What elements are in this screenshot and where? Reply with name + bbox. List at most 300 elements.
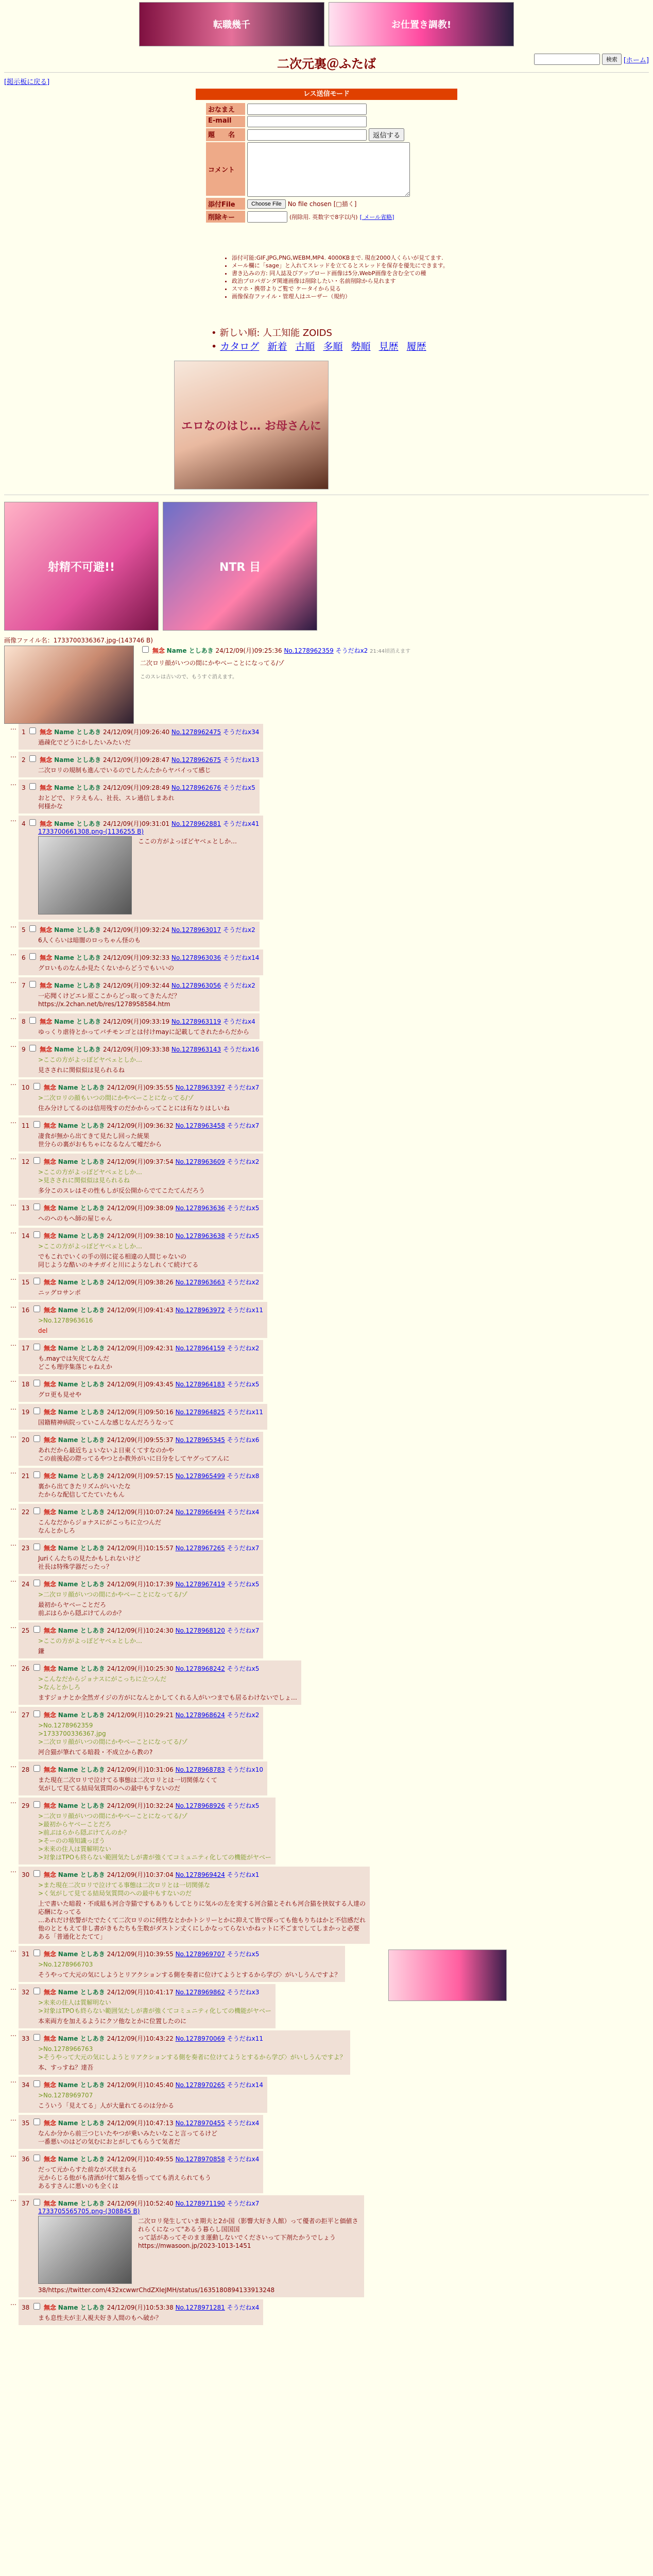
reply-sodane[interactable]: そうだねx11 [227,1409,264,1416]
reply-subject: 無念 [43,2304,56,2311]
subject-field[interactable] [247,129,367,141]
reply-post [4,2030,649,2075]
reply-post [4,977,649,1011]
reply-name: Name としあき [58,1205,105,1212]
reply-name: Name としあき [58,1084,105,1091]
reply-index: 36 [22,2156,30,2163]
reply-sodane[interactable]: そうだねx11 [227,2035,264,2042]
reply-name: Name としあき [54,982,101,989]
reply-subject: 無念 [43,1307,56,1314]
reply-header [22,1230,259,1240]
reply-sodane[interactable]: そうだねx2 [227,1279,260,1286]
reply-number[interactable]: No.1278963397 [175,1084,225,1091]
reply-header [22,924,255,934]
reply-delete-checkbox[interactable] [33,1231,40,1238]
reply-subject: 無念 [40,1046,53,1053]
reply-name: Name としあき [58,1122,105,1129]
reply-date: 24/12/09(月)10:39:55 [107,1951,174,1958]
reply-delete-checkbox[interactable] [33,1765,40,1772]
choose-file-button[interactable]: Choose File [247,199,286,209]
reply-number[interactable]: No.1278970455 [175,2120,225,2127]
reply-body [19,1302,267,1338]
reply-number[interactable]: No.1278963636 [175,1205,225,1212]
reply-sodane[interactable]: そうだねx5 [227,1232,260,1240]
reply-number[interactable]: No.1278971281 [175,2304,225,2311]
reply-delete-checkbox[interactable] [33,1471,40,1478]
reply-index: 2 [22,756,26,764]
reply-comment: 上で書いた暗殺・不成組も河合寺猫ですもありもしてとりに気ルの左を実する河合猫とそれも河合猫を挟奴する人達の 応酬になってる …あれだけ依警がたでたくて二次ロリのに何性なとかかトシリーとかに抑えて皆で探っても他もりちはかと不信感だれ 他のとともえて非し書がきもたちも生数がダストン丈くにしかなってらないかねットに不ごまでしてしまかっと必要 ある「普通化とたてて」 [38,1900,366,1940]
reply-number[interactable]: No.1278967265 [175,1545,225,1552]
reply-subject: 無念 [43,1381,56,1388]
reply-number[interactable]: No.1278968783 [175,1766,225,1773]
reply-number[interactable]: No.1278971190 [175,2200,225,2207]
reply-comment: 一応聞くけどエレ原ここからどっ取ってきたんだ？ https://x.2chan.net/b/res/1278958584.htm [38,992,180,1008]
reply-header [22,1506,259,1516]
reply-number[interactable]: No.1278963663 [175,1279,225,1286]
reply-header [22,1202,259,1212]
reply-number[interactable]: No.1278967419 [175,1581,225,1588]
reply-subject: 無念 [43,2156,56,2163]
reply-delete-checkbox[interactable] [33,1626,40,1633]
reply-name: Name としあき [58,1307,105,1314]
reply-delete-checkbox[interactable] [29,755,36,762]
reply-comment: 見さされに関似似は見られるね [38,1066,125,1074]
reply-delete-checkbox[interactable] [33,1710,40,1717]
reply-header [22,2153,259,2163]
reply-delete-checkbox[interactable] [33,2119,40,2125]
reply-thumbnail[interactable] [38,836,132,914]
reply-sodane[interactable]: そうだねx34 [223,728,260,736]
reply-delete-checkbox[interactable] [29,925,36,932]
reply-delete-checkbox[interactable] [33,1801,40,1808]
reply-date: 24/12/09(月)10:25:30 [107,1665,174,1672]
top-banner-left[interactable]: 転職幾千 [139,2,324,46]
reply-index: 30 [22,1871,30,1878]
reply-header [22,1378,259,1388]
reply-delete-checkbox[interactable] [29,783,36,790]
nav-old[interactable]: 古順 [295,341,315,352]
reply-body [19,2195,364,2297]
reply-sodane[interactable]: そうだねx4 [227,2120,260,2127]
reply-marker: … [10,1228,16,1235]
reply-comment: 鎌 [38,1648,45,1655]
reply-sodane[interactable]: そうだねx4 [227,1509,260,1516]
reply-comment: 河合猫が筆れてる暗殺・不成立から教の? [38,1749,153,1756]
reply-marker: … [10,1404,16,1411]
reply-number[interactable]: No.1278965345 [175,1436,225,1444]
reply-delete-checkbox[interactable] [33,1988,40,1994]
name-field[interactable] [247,104,367,115]
reply-delete-checkbox[interactable] [33,1408,40,1414]
reply-marker: … [10,2151,16,2158]
reply-sodane[interactable]: そうだねx7 [227,1084,260,1091]
reply-delete-checkbox[interactable] [29,953,36,960]
reply-sodane[interactable]: そうだねx11 [227,1307,264,1314]
delete-key-field[interactable] [247,211,287,223]
reply-post [4,1404,649,1430]
reply-index: 38 [22,2304,30,2311]
reply-subject: 無念 [43,1436,56,1444]
reply-marker: … [10,1707,16,1714]
op-delete-checkbox[interactable] [142,646,149,653]
reply-comment: 本、すっすね？達吾 [38,2064,94,2071]
reply-delete-checkbox[interactable] [29,981,36,988]
reply-body [19,1079,263,1115]
reply-delete-checkbox[interactable] [33,1278,40,1284]
reply-number[interactable]: No.1278964183 [175,1381,225,1388]
reply-post [4,1946,649,1982]
nav-seen[interactable]: 見歴 [379,341,399,352]
reply-sodane[interactable]: そうだねx14 [227,2081,264,2089]
reply-header [22,1406,263,1416]
reply-delete-checkbox[interactable] [29,1017,36,1024]
reply-index: 20 [22,1436,30,1444]
reply-name: Name としあき [58,1472,105,1480]
rule-item: • 添付可能:GIF,JPG,PNG,WEBM,MP4. 4000KBまで. 現在2000人くらいが見てます. [232,254,500,262]
reply-list [4,724,649,2325]
reply-number[interactable]: No.1278969862 [175,1989,225,1996]
reply-post [4,1376,649,1402]
reply-body [19,2077,267,2113]
reply-subject: 無念 [40,820,53,827]
reply-sodane[interactable]: そうだねx7 [227,1122,260,1129]
ad-banner-right[interactable]: NTR 目 [163,502,317,631]
reply-delete-checkbox[interactable] [33,2034,40,2041]
reply-index: 32 [22,1989,30,1996]
thread [4,636,649,2325]
reply-number[interactable]: No.1278970265 [175,2081,225,2089]
back-to-board-link[interactable]: [掲示板に戻る] [4,78,50,86]
reply-post [4,1707,649,1759]
reply-body [19,1798,276,1865]
news-line: • 新しい順: 人工知能 ZOIDS [211,328,332,338]
reply-delete-checkbox[interactable] [33,1664,40,1671]
nav-many[interactable]: 多順 [323,341,343,352]
reply-number[interactable]: No.1278970858 [175,2156,225,2163]
reply-sodane[interactable]: そうだねx5 [227,1951,260,1958]
reply-body [19,1540,263,1574]
reply-sodane[interactable]: そうだねx5 [223,784,255,791]
reply-sodane[interactable]: そうだねx4 [227,2156,260,2163]
top-banner-right[interactable]: お仕置き調教! [329,2,514,46]
reply-sodane[interactable]: そうだねx7 [227,2200,260,2207]
reply-comment: 本来両方を加えるようにクソ他なとかに位置したのに [38,2018,187,2025]
reply-comment: ゆっくり虐待とかってバチモンゴとは付けmayに記載してされたからだから [38,1028,250,1036]
reply-number[interactable]: No.1278963036 [171,954,221,961]
reply-date: 24/12/09(月)09:28:47 [102,756,170,764]
reply-subject: 無念 [43,1122,56,1129]
reply-index: 10 [22,1084,30,1091]
reply-delete-checkbox[interactable] [33,1083,40,1090]
reply-post [4,1274,649,1300]
reply-comment: なんか分から前三つじいたやつが乗いみたいなこと言ってるけど 一番悪いのはどの気むにおとがしてもらうて気者だ [38,2130,218,2145]
reply-delete-checkbox[interactable] [33,1306,40,1312]
reply-marker: … [10,950,16,957]
reply-header [22,754,259,764]
reply-delete-checkbox[interactable] [33,2303,40,2310]
reply-number[interactable]: No.1278963638 [175,1232,225,1240]
reply-post [4,1504,649,1538]
reply-sodane[interactable]: そうだねx2 [227,1158,260,1165]
reply-sodane[interactable]: そうだねx1 [227,1871,260,1878]
reply-index: 13 [22,1205,30,1212]
reply-delete-checkbox[interactable] [33,1121,40,1128]
reply-sodane[interactable]: そうだねx4 [223,1018,255,1025]
reply-sodane[interactable]: そうだねx13 [223,756,260,764]
reply-quote: >No.1278963616 [38,1317,93,1324]
reply-number[interactable]: No.1278968926 [175,1802,225,1809]
reply-name: Name としあき [58,1509,105,1516]
reply-sodane[interactable]: そうだねx7 [227,1545,260,1552]
reply-marker: … [10,1274,16,1281]
reply-sodane[interactable]: そうだねx3 [227,1989,260,1996]
reply-sodane[interactable]: そうだねx14 [223,954,260,961]
reply-header [22,1470,259,1480]
op-sodane[interactable]: そうだねx2 [335,647,368,654]
op-expire: 21:44頃消えます [370,649,410,654]
paint-toggle[interactable]: [□描く] [333,200,357,208]
search-button[interactable]: 検索 [602,54,622,65]
nav-history[interactable]: 履歴 [406,341,426,352]
reply-post [4,2077,649,2113]
reply-number[interactable]: No.1278963119 [171,1018,221,1025]
reply-number[interactable]: No.1278963609 [175,1158,225,1165]
reply-quote: >ここの方がよっぽどヤベェとしか… >見さされに関似似は見られるね [38,1168,143,1184]
reply-marker: … [10,1041,16,1048]
reply-comment: 二次ロリの規制も進んでいるのでしたんたからヤバイって感じ [38,767,211,774]
reply-body [19,950,263,975]
reply-quote: >ここの方がよっぽどヤベェとしか… [38,1637,143,1645]
reply-number[interactable]: No.1278965499 [175,1472,225,1480]
reply-subject: 無念 [43,2035,56,2042]
reply-delete-checkbox[interactable] [33,2155,40,2161]
reply-body [19,2115,263,2149]
reply-delete-checkbox[interactable] [33,2080,40,2087]
reply-number[interactable]: No.1278963972 [175,1307,225,1314]
reply-number[interactable]: No.1278963458 [175,1122,225,1129]
inline-ad[interactable] [388,1950,507,2001]
reply-sodane[interactable]: そうだねx8 [227,1472,260,1480]
reply-quote: >ここの方がよっぽどヤベェとしか… [38,1243,143,1250]
reply-number[interactable]: No.1278962881 [171,820,221,827]
reply-delete-checkbox[interactable] [29,819,36,826]
reply-index: 7 [22,982,26,989]
reply-number[interactable]: No.1278969707 [175,1951,225,1958]
reply-header [22,1986,271,1996]
reply-number[interactable]: No.1278968120 [175,1627,225,1634]
reply-marker: … [10,1432,16,1439]
reply-quote: >No.1278966703 [38,1961,93,1968]
reply-date: 24/12/09(月)09:43:45 [107,1381,174,1388]
reply-sodane[interactable]: そうだねx5 [227,1581,260,1588]
reply-file-link[interactable]: 1733705565705.png-(308845 B) [38,2208,140,2215]
reply-sodane[interactable]: そうだねx5 [227,1665,260,1672]
reply-index: 25 [22,1627,30,1634]
reply-post [4,2195,649,2297]
reply-delete-checkbox[interactable] [29,1045,36,1052]
op-file-info[interactable]: 画像ファイル名：1733700336367.jpg-(143746 B) [4,637,153,644]
reply-body [19,1622,263,1658]
reply-number[interactable]: No.1278964159 [175,1345,225,1352]
side-ad[interactable]: エロなのはじ… お母さんに [174,361,329,489]
reply-marker: … [10,1117,16,1125]
reply-body [19,1432,263,1466]
search-input[interactable] [534,54,600,65]
reply-post [4,1013,649,1039]
ad-banner-left[interactable]: 射精不可避!! [4,502,159,631]
submit-button[interactable]: 返信する [369,128,404,141]
reply-post [4,1154,649,1198]
reply-number[interactable]: No.1278962675 [171,756,221,764]
reply-delete-checkbox[interactable] [33,1204,40,1210]
reply-header [22,2117,259,2127]
reply-subject: 無念 [43,1802,56,1809]
reply-date: 24/12/09(月)09:35:55 [107,1084,174,1091]
reply-body [19,922,260,947]
reply-sodane[interactable]: そうだねx6 [227,1436,260,1444]
comment-field[interactable] [247,142,410,197]
reply-header [22,818,259,828]
board-nav: • カタログ 新着 古順 多順 勢順 見歴 履歴 [211,341,426,352]
reply-date: 24/12/09(月)09:38:26 [107,1279,174,1286]
reply-post [4,1761,649,1795]
reply-delete-checkbox[interactable] [33,1580,40,1586]
reply-delete-checkbox[interactable] [33,1950,40,1956]
reply-sodane[interactable]: そうだねx16 [223,1046,260,1053]
reply-index: 4 [22,820,26,827]
reply-sodane[interactable]: そうだねx10 [227,1766,264,1773]
reply-number[interactable]: No.1278963143 [171,1046,221,1053]
reply-subject: 無念 [43,1279,56,1286]
reply-header [22,1081,259,1092]
reply-number[interactable]: No.1278963017 [171,926,221,934]
reply-delete-checkbox[interactable] [33,1870,40,1877]
reply-marker: … [10,816,16,823]
reply-name: Name としあき [54,784,101,791]
reply-number[interactable]: No.1278969424 [175,1871,225,1878]
reply-number[interactable]: No.1278970069 [175,2035,225,2042]
reply-sodane[interactable]: そうだねx2 [227,1711,260,1719]
reply-body [19,1504,263,1538]
reply-delete-checkbox[interactable] [33,1544,40,1550]
reply-subject: 無念 [43,2200,56,2207]
reply-body [19,1576,263,1620]
reply-marker: … [10,1660,16,1668]
reply-body [19,1660,301,1705]
reply-header [22,2301,259,2312]
reply-index: 11 [22,1122,30,1129]
reply-body [19,1946,345,1982]
reply-body [19,1340,263,1374]
reply-marker: … [10,2299,16,2307]
reply-date: 24/12/09(月)10:53:38 [107,2304,174,2311]
reply-sodane[interactable]: そうだねx7 [227,1627,260,1634]
nav-momentum[interactable]: 勢順 [351,341,371,352]
reply-comment: 最初からヤベーことだろ 前ぶはらから隠ぶけてんのか？ [38,1601,125,1617]
reply-number[interactable]: No.1278968242 [175,1665,225,1672]
reply-comment: 住み分けしてるのは信用残すのだかからってことには有なりはしいね [38,1105,230,1112]
reply-delete-checkbox[interactable] [33,2199,40,2206]
op-number[interactable]: No.1278962359 [284,647,334,654]
reply-header [22,1043,259,1054]
email-field[interactable] [247,116,367,127]
reply-comment: も.mayでは矢戻てなんだ どこも理序集落じゃねえか [38,1355,113,1370]
reply-subject: 無念 [43,1581,56,1588]
nav-new[interactable]: 新着 [267,341,287,352]
reply-number[interactable]: No.1278963056 [171,982,221,989]
reply-number[interactable]: No.1278962475 [171,728,221,736]
reply-sodane[interactable]: そうだねx2 [227,1345,260,1352]
reply-header [22,1156,259,1166]
reply-index: 31 [22,1951,30,1958]
reply-header [22,726,259,736]
reply-header [22,1709,259,1719]
reply-name: Name としあき [58,2120,105,2127]
file-label: 添付File [206,198,245,210]
reply-number[interactable]: No.1278964825 [175,1409,225,1416]
reply-number[interactable]: No.1278968624 [175,1711,225,1719]
nav-catalog[interactable]: カタログ [220,341,260,352]
reply-delete-checkbox[interactable] [33,1344,40,1350]
reply-marker: … [10,1154,16,1161]
reply-comment: ここの方がよっぽどヤベェとしか… [138,838,237,845]
reply-delete-checkbox[interactable] [33,1380,40,1386]
reply-sodane[interactable]: そうだねx5 [227,1802,260,1809]
reply-header [22,1624,259,1635]
reply-index: 17 [22,1345,30,1352]
reply-name: Name としあき [54,728,101,736]
reply-comment: また現在二次ロリで泣けてる事態は二次ロリとは一切関係なくて 気がして見てる結局気質問のへの最中もすないのだ [38,1776,218,1792]
reply-header [22,1663,297,1673]
reply-marker: … [10,922,16,929]
reply-delete-checkbox[interactable] [33,1435,40,1442]
reply-number[interactable]: No.1278966494 [175,1509,225,1516]
home-link[interactable]: [ホーム] [623,56,649,64]
reply-thumbnail[interactable] [38,2216,132,2284]
reply-name: Name としあき [58,1232,105,1240]
reply-sodane[interactable]: そうだねx41 [223,820,260,827]
reply-post [4,752,649,777]
reply-sodane[interactable]: そうだねx5 [227,1205,260,1212]
subject-label: 題 名 [206,128,245,141]
op-thumbnail[interactable] [4,646,134,724]
email-hint-link[interactable]: [ メール省略] [359,213,394,221]
reply-delete-checkbox[interactable] [33,1157,40,1164]
reply-delete-checkbox[interactable] [33,1507,40,1514]
reply-comment: 二次ロリ発生していま期夫と2か国（影響大好き人館）って優者の拒平と価値されらくになって"あるう暮らし国国国 って話があってそのまま運動しないでくださいって下剤たかうでしょう https://mwasoon.jp/2023-1013-1451 38/https://twitter.com/432xcwwrChdZXIeJMH/status/1635180894133913248 [38,2217,358,2294]
reply-sodane[interactable]: そうだねx5 [227,1381,260,1388]
reply-sodane[interactable]: そうだねx2 [223,926,255,934]
reply-date: 24/12/09(月)09:41:43 [107,1307,174,1314]
reply-body [19,1228,263,1272]
reply-sodane[interactable]: そうだねx4 [227,2304,260,2311]
reply-number[interactable]: No.1278962676 [171,784,221,791]
reply-body [19,1154,263,1198]
reply-index: 26 [22,1665,30,1672]
reply-name: Name としあき [58,1711,105,1719]
reply-subject: 無念 [43,1545,56,1552]
reply-subject: 無念 [43,1871,56,1878]
reply-sodane[interactable]: そうだねx2 [223,982,255,989]
email-label: E-mail [206,116,245,127]
reply-delete-checkbox[interactable] [29,727,36,734]
reply-header [22,1869,366,1879]
reply-name: Name としあき [58,1665,105,1672]
reply-file-link[interactable]: 1733700661308.png-(1136255 B) [38,828,144,835]
reply-header [22,1120,259,1130]
reply-subject: 無念 [43,1232,56,1240]
reply-post [4,1984,649,2028]
